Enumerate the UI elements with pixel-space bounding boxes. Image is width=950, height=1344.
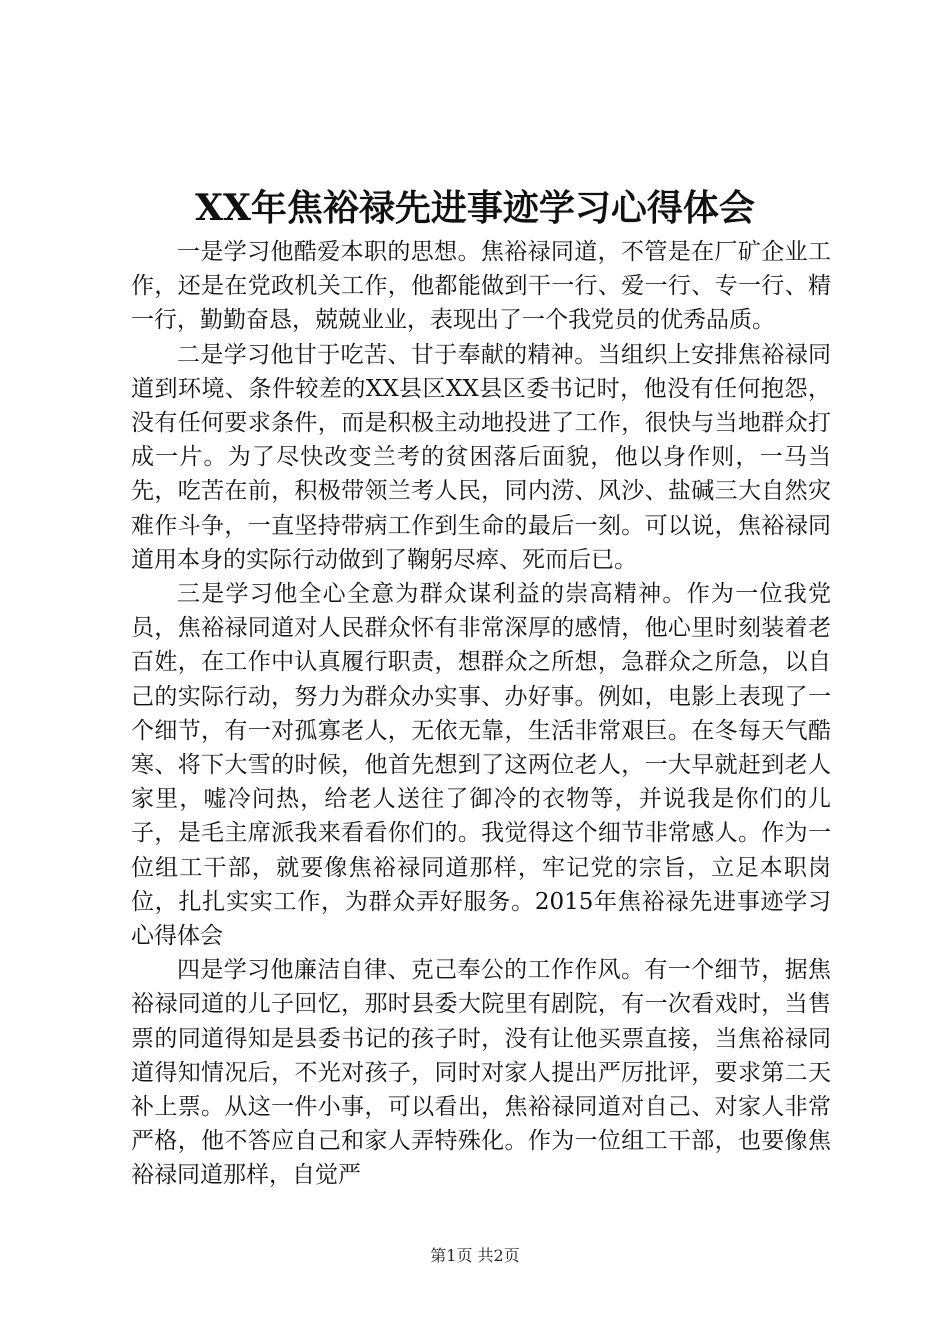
document-body	[131, 235, 831, 1193]
page-indicator: 第1页 共2页	[430, 1246, 520, 1265]
paragraph-4: 四是学习他廉洁自律、克己奉公的工作作风。有一个细节，据焦裕禄同道的儿子回忆，那时县委大院里有剧院，有一次看戏时，当售票的同道得知是县委书记的孩子时，没有让他买票直接，当焦裕禄同道得知情况后，不光对孩子，同时对家人提出严厉批评，要求第二天补上票。从这一件小事，可以看出，焦裕禄同道对自己、对家人非常严格，他不答应自己和家人弄特殊化。作为一位组工干部，也要像焦裕禄同道那样，自觉严	[131, 957, 831, 1189]
document-title: XX年焦裕禄先进事迹学习心得体会	[195, 187, 755, 229]
page-footer	[0, 1244, 950, 1268]
paragraph-3: 三是学习他全心全意为群众谋利益的崇高精神。作为一位我党员，焦裕禄同道对人民群众怀有非常深厚的感情，他心里时刻装着老百姓，在工作中认真履行职责，想群众之所想，急群众之所急，以自己的实际行动，努力为群众办实事、办好事。例如，电影上表现了一个细节，有一对孤寡老人，无依无靠，生活非常艰巨。在冬每天气酷寒、将下大雪的时候，他首先想到了这两位老人，一大早就赶到老人家里，嘘冷问热，给老人送往了御冷的衣物等，并说我是你们的儿子，是毛主席派我来看看你们的。我觉得这个细节非常感人。作为一位组工干部，就要像焦裕禄同道那样，牢记党的宗旨，立足本职岗位，扎扎实实工作，为群众弄好服务。2015年焦裕禄先进事迹学习心得体会	[131, 581, 831, 950]
paragraph-2: 二是学习他甘于吃苦、甘于奉献的精神。当组织上安排焦裕禄同道到环境、条件较差的XX县区XX县区委书记时，他没有任何抱怨，没有任何要求条件，而是积极主动地投进了工作，很快与当地群众打成一片。为了尽快改变兰考的贫困落后面貌，他以身作则，一马当先，吃苦在前，积极带领兰考人民，同内涝、风沙、盐碱三大自然灾难作斗争，一直坚持带病工作到生命的最后一刻。可以说，焦裕禄同道用本身的实际行动做到了鞠躬尽瘁、死而后已。	[131, 341, 831, 573]
paragraph-1: 一是学习他酷爱本职的思想。焦裕禄同道，不管是在厂矿企业工作，还是在党政机关工作，他都能做到干一行、爱一行、专一行、精一行，勤勤奋恳，兢兢业业，表现出了一个我党员的优秀品质。	[131, 239, 831, 334]
